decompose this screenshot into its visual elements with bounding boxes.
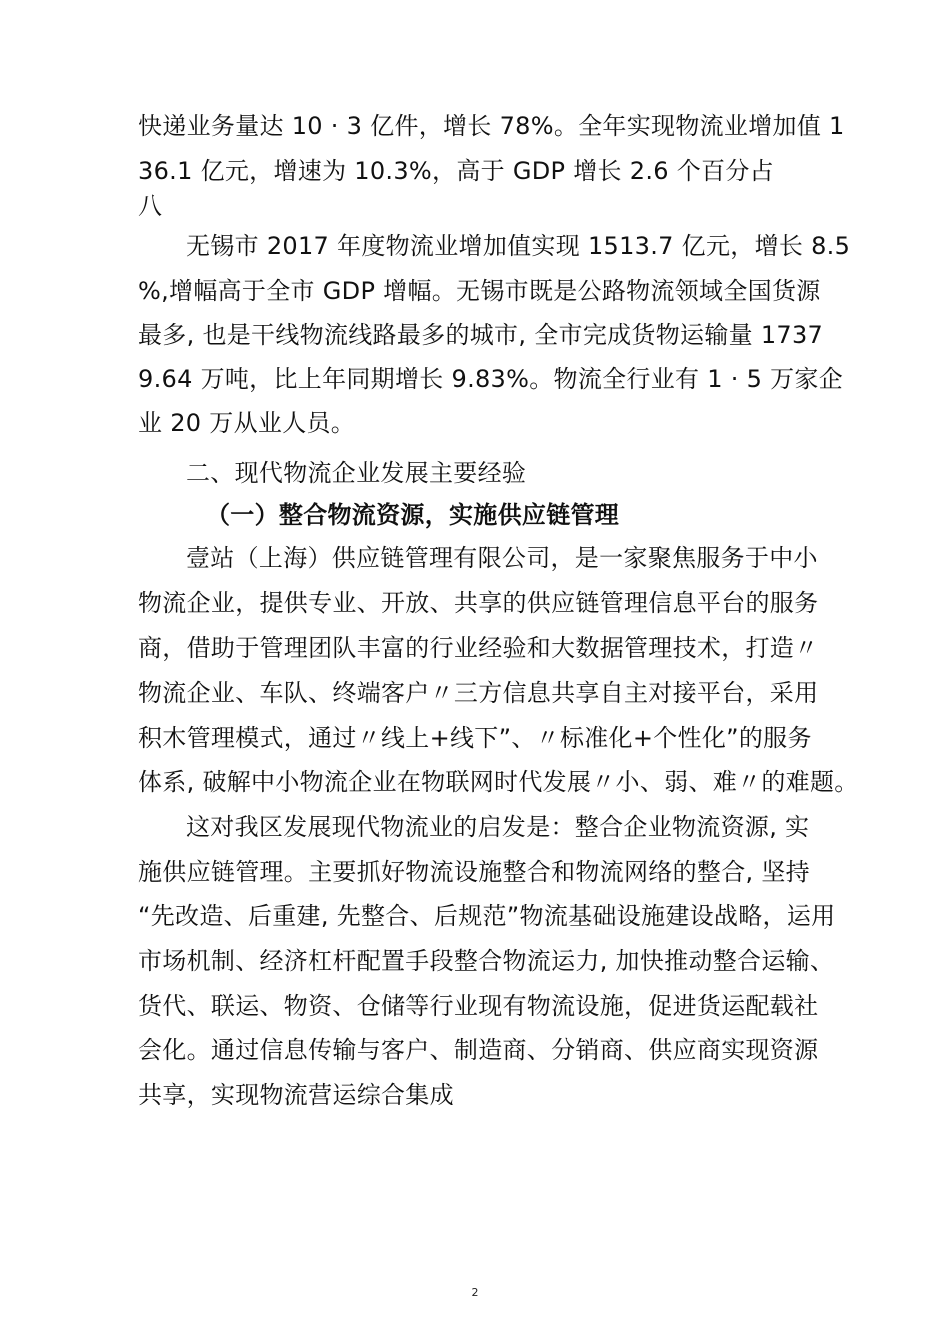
paragraph-1-line-3: 八 [138,192,163,220]
paragraph-4-line-1: 这对我区发展现代物流业的启发是：整合企业物流资源, 实 [186,813,810,841]
paragraph-3-line-2: 物流企业，提供专业、开放、共享的供应链管理信息平台的服务 [138,589,819,617]
paragraph-3-line-1: 壹站（上海）供应链管理有限公司，是一家聚焦服务于中小 [186,544,818,572]
paragraph-3-line-5: 积木管理模式，通过〃线上+线下”、〃标准化+个性化”的服务 [138,724,812,752]
paragraph-4-line-4: 市场机制、经济杠杆配置手段整合物流运力, 加快推动整合运输、 [138,947,835,975]
section-heading: 二、现代物流企业发展主要经验 [186,459,527,487]
paragraph-2-line-5: 业 20 万从业人员。 [138,409,356,437]
paragraph-4-line-3: “先改造、后重建, 先整合、后规范”物流基础设施建设战略，运用 [138,902,836,930]
paragraph-4-line-2: 施供应链管理。主要抓好物流设施整合和物流网络的整合, 坚持 [138,858,810,886]
paragraph-2-line-2: %,增幅高于全市 GDP 增幅。无锡市既是公路物流领域全国货源 [138,277,821,305]
paragraph-4-line-7: 共享，实现物流营运综合集成 [138,1081,454,1109]
paragraph-1-line-1: 快递业务量达 10 · 3 亿件，增长 78%。全年实现物流业增加值 1 [138,112,845,140]
paragraph-1-line-2: 36.1 亿元，增速为 10.3%，高于 GDP 增长 2.6 个百分占 [138,157,774,185]
paragraph-2-line-1: 无锡市 2017 年度物流业增加值实现 1513.7 亿元，增长 8.5 [186,232,851,260]
page-number: 2 [471,1286,479,1299]
subsection-heading: （一）整合物流资源，实施供应链管理 [206,501,620,529]
paragraph-2-line-4: 9.64 万吨，比上年同期增长 9.83%。物流全行业有 1 · 5 万家企 [138,365,844,393]
paragraph-4-line-6: 会化。通过信息传输与客户、制造商、分销商、供应商实现资源 [138,1036,819,1064]
paragraph-3-line-4: 物流企业、车队、终端客户〃三方信息共享自主对接平台，采用 [138,679,819,707]
paragraph-3-line-3: 商，借助于管理团队丰富的行业经验和大数据管理技术，打造〃 [138,634,819,662]
paragraph-2-line-3: 最多, 也是干线物流线路最多的城市, 全市完成货物运输量 1737 [138,321,824,349]
paragraph-3-line-6: 体系, 破解中小物流企业在物联网时代发展〃小、弱、难〃的难题。 [138,768,859,796]
paragraph-4-line-5: 货代、联运、物资、仓储等行业现有物流设施，促进货运配载社 [138,992,819,1020]
